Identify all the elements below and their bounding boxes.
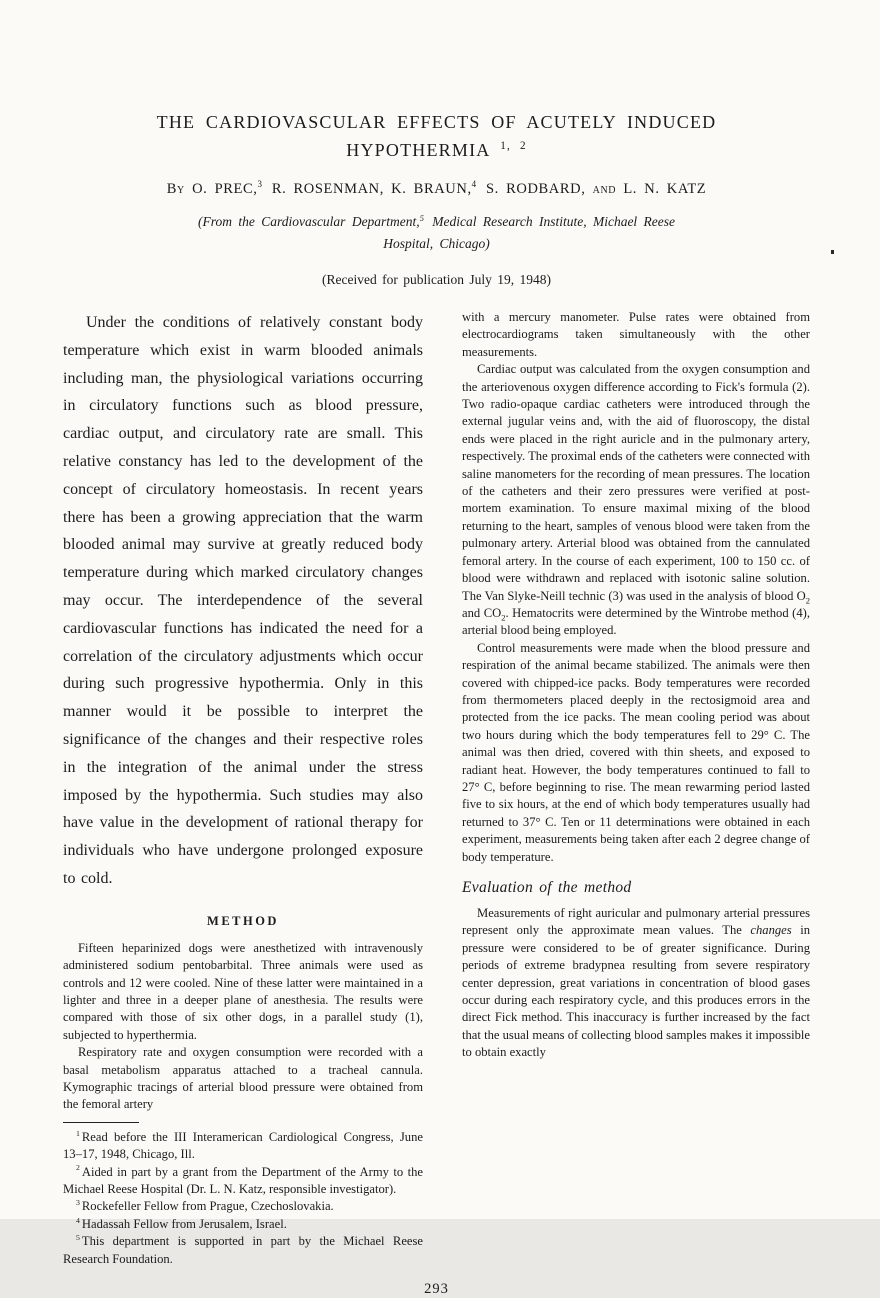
footnote-4-text: Hadassah Fellow from Jerusalem, Israel. [81, 1216, 287, 1231]
page-number: 293 [424, 1281, 449, 1298]
method-paragraph-2: Respiratory rate and oxygen consumption were recorded with a basal metabolism apparatus attached to a tracheal cannula. Kymographic tracings of arterial blood pressure were obtained from the femoral artery [63, 1045, 423, 1112]
footnote-2-text: Aided in part by a grant from the Department of the Army to the Michael Reese Hospital (Dr. L. N. Katz, responsible investigator). [63, 1164, 423, 1197]
left-column [63, 309, 423, 1268]
footnote-3-marker: 3 [76, 1198, 80, 1208]
article-header [63, 108, 810, 288]
method-heading: METHOD [207, 913, 279, 928]
affiliation-line-1a: (From the Cardiovascular Department, [197, 214, 420, 229]
affiliation-line-1b: Medical Research Institute, Michael Reese [425, 214, 676, 229]
footnote-ref-4: 4 [471, 179, 477, 190]
affiliation [63, 211, 810, 255]
cardiac-output-paragraph [462, 361, 810, 640]
footnote-1-text: Read before the III Interamerican Cardiological Congress, June 13–17, 1948, Chicago, Ill. [63, 1129, 423, 1162]
footnote-5-marker: 5 [76, 1233, 80, 1243]
title-line-1: THE CARDIOVASCULAR EFFECTS OF ACUTELY INDUCED [156, 112, 717, 132]
o2-subscript: 2 [805, 595, 810, 606]
byline-authors-3: S. RODBARD, [478, 181, 593, 197]
footnote-1 [63, 1129, 423, 1164]
intro-paragraph: Under the conditions of relatively constant body temperature which exist in warm blooded animals including man, the physiological variations occurring in circulatory functions such as blood pressure, cardiac output, and circulatory rate are small. This relative constancy has led to the development of the concept of circulatory homeostasis. In recent years there has been a growing appreciation that the warm blooded animal may survive at greatly reduced body temperature during which marked circulatory changes may occur. The interdependence of the several cardiovascular functions has indicated the need for a correlation of the circulatory adjustments which occur during such progressive hypothermia. Only in this manner would it be possible to interpret the significance of the changes and their respective roles in the integration of the animal under the stress imposed by the hypothermia. Such studies may also have value in the development of rational therapy for individuals who have undergone prolonged exposure to cold. [63, 314, 423, 887]
footnote-5-text: This department is supported in part by the Michael Reese Research Foundation. [63, 1234, 423, 1266]
evaluation-text-a: Measurements of right auricular and pulmonary arterial pressures represent only the approximate mean values. The [462, 906, 810, 938]
byline-by: By [166, 181, 185, 197]
cardiac-output-text-a: Cardiac output was calculated from the oxygen consumption and the arteriovenous oxygen difference according to Fick's formula (2). Two radio-opaque cardiac catheters were introduced through the external jugular veins and, with the aid of fluoroscopy, the distal ends were placed in the right auricle and in the pulmonary artery, respectively. The proximal ends of the catheters were connected with saline manometers for the recording of mean pressures. The location of the catheters and their zero pressures were verified at post-mortem examination. To ensure maximal mixing of the blood returning to the heart, samples of venous blood were taken from the pulmonary artery. Arterial blood was obtained from the cannulated femoral artery. In the course of each experiment, 100 to 150 cc. of blood were withdrawn and replaced with isotonic saline solution. The Van Slyke-Neill technic (3) was used in the analysis of blood O [462, 362, 810, 603]
evaluation-text-b: in pressure were considered to be of greater significance. During periods of extreme bradypnea resulting from severe respiratory center depression, great variations in concentration of blood gases occur during each respiratory cycle, and this produces errors in the direct Fick method. This inaccuracy is further increased by the fact that the usual means of collecting blood samples makes it impossible to obtain exactly [462, 923, 810, 1060]
scan-artifact-dot [831, 250, 834, 254]
title-line-2 [63, 136, 810, 164]
evaluation-italic-word: changes [750, 923, 792, 938]
footnote-5 [63, 1233, 423, 1268]
footnote-4 [63, 1216, 423, 1233]
footnote-2-marker: 2 [76, 1163, 80, 1173]
right-column [462, 309, 810, 1268]
footnote-ref-3: 3 [257, 179, 263, 190]
byline-authors-1: O. PREC, [184, 181, 258, 197]
affiliation-line-1 [63, 211, 810, 233]
footnote-ref-5: 5 [419, 213, 424, 223]
footnote-rule [63, 1122, 139, 1123]
evaluation-heading: Evaluation of the method [462, 879, 632, 896]
cardiac-output-text-b: and CO [462, 605, 502, 620]
body-paragraph-continuation: with a mercury manometer. Pulse rates were obtained from electrocardiograms taken simultaneously with the other measurements. [462, 310, 810, 359]
footnote-3 [63, 1198, 423, 1215]
received-line: (Received for publication July 19, 1948) [322, 272, 551, 287]
two-column-body [63, 309, 810, 1268]
footnote-4-marker: 4 [76, 1215, 80, 1225]
affiliation-line-2: Hospital, Chicago) [383, 236, 490, 251]
byline [63, 181, 810, 198]
cardiac-output-text-c: . Hematocrits were determined by the Wintrobe method (4), arterial blood being employed. [462, 605, 810, 638]
evaluation-paragraph [462, 905, 810, 1062]
article-title [63, 108, 810, 164]
byline-authors-4: L. N. KATZ [616, 181, 707, 197]
footnote-1-marker: 1 [76, 1128, 80, 1138]
title-footnote-refs: 1, 2 [500, 140, 527, 152]
method-paragraph-1: Fifteen heparinized dogs were anesthetized with intravenously administered sodium pentobarbital. Three animals were used as controls and 12 were cooled. Nine of these latter were maintained in a lighter and three in a deeper plane of anesthesia. The results were compared with those of six other dogs, in a parallel study (1), subjected to hyperthermia. [63, 940, 423, 1042]
co2-subscript: 2 [501, 612, 506, 623]
byline-authors-2: R. ROSENMAN, K. BRAUN, [264, 181, 472, 197]
footnote-2 [63, 1164, 423, 1199]
footnote-3-text: Rockefeller Fellow from Prague, Czechoslovakia. [81, 1199, 334, 1214]
byline-and: and [592, 181, 617, 197]
title-line-2-text: HYPOTHERMIA [346, 140, 501, 160]
control-measurements-paragraph: Control measurements were made when the blood pressure and respiration of the animal became stabilized. The animals were then covered with chipped-ice packs. Body temperatures were recorded from thermometers placed deeply in the rectosigmoid area and protected from the ice packs. The mean cooling period was about two hours during which the body temperatures fell to 29° C. The animal was then dried, covered with thin sheets, and exposed to radiant heat. However, the body temperatures continued to fall to 27° C, before beginning to rise. The mean rewarming period lasted five to six hours, at the end of which body temperatures usually had returned to 37° C. Ten or 11 determinations were obtained in each experiment, measurements being taken after each 2 degree change of body temperature. [462, 640, 810, 864]
